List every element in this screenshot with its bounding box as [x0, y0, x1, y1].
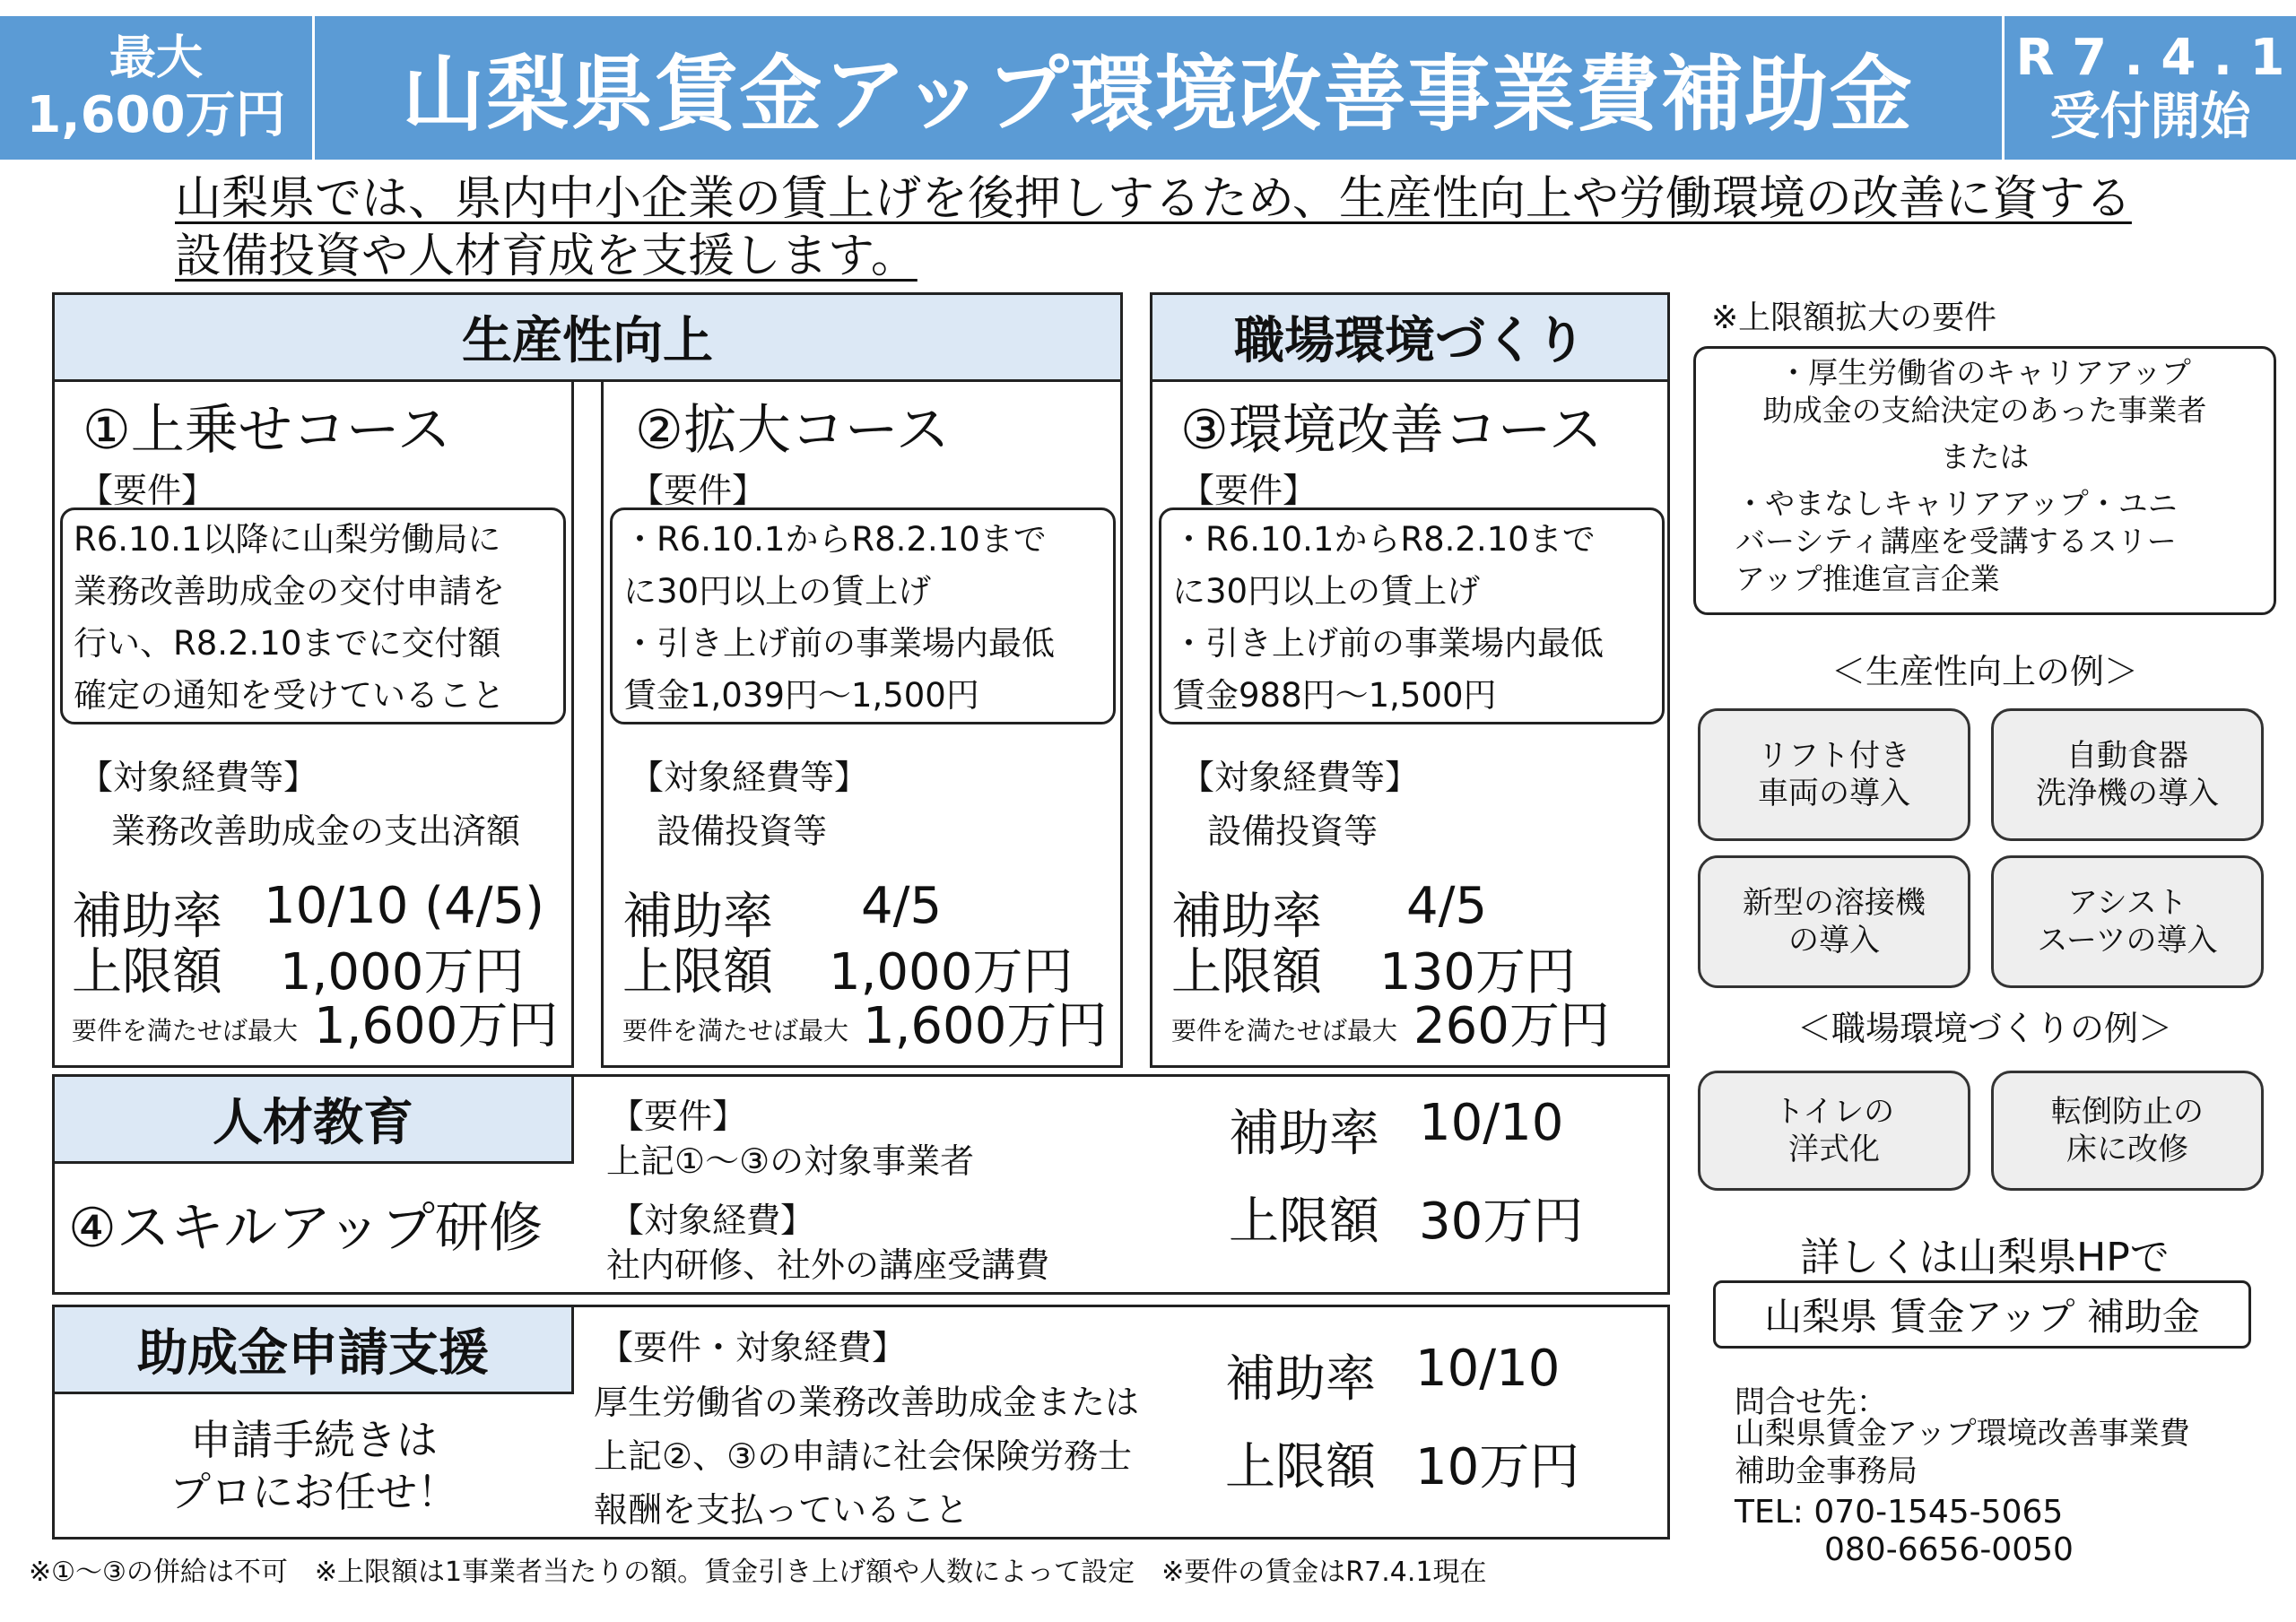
course-2-cost-text: 設備投資等: [657, 811, 828, 851]
intro-text: [175, 170, 2193, 285]
course-2-req-label: 【要件】: [630, 471, 767, 510]
course-2-limit-label: 上限額: [622, 943, 773, 1002]
course-2-rate-value: 4/5: [861, 877, 943, 935]
search-keyword-box[interactable]: 山梨県 賃金アップ 補助金: [1713, 1280, 2251, 1349]
start-date: R 7 . 4 . 1: [2015, 29, 2285, 87]
course-2-cost-label: 【対象経費等】: [630, 758, 869, 797]
cap-req-or: または: [1940, 439, 2030, 474]
course-3-req-label: 【要件】: [1180, 471, 1318, 510]
section-support-header: 助成金申請支援: [52, 1305, 574, 1394]
skill-cost-text: 社内研修、社外の講座受講費: [606, 1245, 1050, 1285]
skill-title: ④スキルアップ研修: [68, 1197, 543, 1260]
course-2-rate-label: 補助率: [622, 888, 773, 946]
intro-line-2: 設備投資や人材育成を支援します。: [175, 230, 918, 283]
contact-org: 山梨県賃金アップ環境改善事業費 補助金事務局: [1735, 1416, 2190, 1489]
skill-req-label: 【要件】: [610, 1097, 747, 1136]
cap-requirements-box: [1693, 346, 2276, 615]
contact-label: 問合せ先：: [1735, 1384, 1887, 1420]
course-1-rate-label: 補助率: [72, 888, 222, 946]
example-dishwasher: 自動食器 洗浄機の導入: [1991, 708, 2264, 841]
start-date-badge: [2005, 16, 2296, 160]
contact-tel-2: 080-6656-0050: [1824, 1531, 2074, 1568]
course-3-title: ③環境改善コース: [1180, 399, 1603, 462]
max-label: 最大: [109, 31, 203, 85]
footnote: ※①～③の併給は不可 ※上限額は1事業者当たりの額。賃金引き上げ額や人数によって設定 ※要件の賃金はR7.4.1現在: [29, 1557, 1487, 1588]
skill-cost-label: 【対象経費】: [610, 1201, 815, 1240]
workplace-examples-heading: ＜職場環境づくりの例＞: [1796, 1009, 2172, 1048]
productivity-examples-heading: ＜生産性向上の例＞: [1831, 652, 2138, 691]
course-1-title: ①上乗せコース: [83, 399, 451, 462]
contact-tel-1: TEL: 070-1545-5065: [1735, 1494, 2064, 1531]
course-1-req-box: R6.10.1以降に山梨労働局に 業務改善助成金の交付申請を 行い、R8.2.10までに交付額 確定の通知を受けていること: [60, 507, 566, 724]
skill-req-text: 上記①～③の対象事業者: [606, 1141, 975, 1181]
course-1-max-value: 1,600万円: [314, 997, 559, 1055]
skill-limit-label: 上限額: [1229, 1193, 1379, 1251]
example-lift-vehicle: リフト付き 車両の導入: [1698, 708, 1970, 841]
support-req-text: 厚生労働省の業務改善助成金または 上記②、③の申請に社会保険労務士 報酬を支払っていること: [594, 1383, 1140, 1530]
course-3-cost-label: 【対象経費等】: [1180, 758, 1420, 797]
skill-rate-label: 補助率: [1229, 1105, 1379, 1163]
max-value: 1,600万円: [26, 86, 286, 144]
course-3-req-box: ・R6.10.1からR8.2.10まで に30円以上の賃上げ ・引き上げ前の事業場内最低 賃金988円～1,500円: [1159, 507, 1665, 724]
course-1-max-prefix: 要件を満たせば最大: [72, 1016, 299, 1045]
section-workplace-header: 職場環境づくり: [1150, 292, 1670, 382]
course-3-max-prefix: 要件を満たせば最大: [1171, 1016, 1398, 1045]
course-3-max-value: 260万円: [1413, 997, 1610, 1055]
section-hr-header: 人材教育: [52, 1074, 574, 1164]
support-req-label: 【要件・対象経費】: [599, 1328, 907, 1367]
example-anti-slip-floor: 転倒防止の 床に改修: [1991, 1071, 2264, 1191]
cap-req-item-1: ・厚生労働省のキャリアアップ 助成金の支給決定のあった事業者: [1762, 355, 2207, 428]
details-text: 詳しくは山梨県HPで: [1800, 1235, 2170, 1280]
section-productivity-header: 生産性向上: [52, 292, 1123, 382]
course-3-rate-value: 4/5: [1406, 877, 1488, 935]
skill-limit-value: 30万円: [1419, 1193, 1584, 1251]
course-1-rate-value: 10/10 (4/5): [264, 877, 545, 935]
support-body: 申請手続きは プロにお任せ！: [170, 1416, 458, 1516]
course-2-limit-value: 1,000万円: [829, 943, 1074, 1002]
example-assist-suit: アシスト スーツの導入: [1991, 855, 2264, 988]
course-1-limit-value: 1,000万円: [280, 943, 525, 1002]
example-western-toilet: トイレの 洋式化: [1698, 1071, 1970, 1191]
support-limit-value: 10万円: [1415, 1438, 1580, 1496]
cap-req-item-2: ・やまなしキャリアアップ・ユニ バーシティ講座を受講するスリー アップ推進宣言企業: [1735, 486, 2178, 596]
start-label: 受付開始: [2049, 88, 2251, 146]
course-1-req-label: 【要件】: [79, 471, 216, 510]
course-3-limit-value: 130万円: [1379, 943, 1576, 1002]
course-2-max-prefix: 要件を満たせば最大: [622, 1016, 849, 1045]
course-1-limit-label: 上限額: [72, 943, 222, 1002]
intro-line-1: 山梨県では、県内中小企業の賃上げを後押しするため、生産性向上や労働環境の改善に資する: [175, 172, 2132, 226]
course-3-limit-label: 上限額: [1171, 943, 1322, 1002]
cap-requirements-heading: ※上限額拡大の要件: [1711, 299, 1997, 336]
course-2-req-box: ・R6.10.1からR8.2.10まで に30円以上の賃上げ ・引き上げ前の事業場内最低 賃金1,039円～1,500円: [610, 507, 1116, 724]
support-limit-label: 上限額: [1225, 1438, 1376, 1496]
max-amount-badge: [0, 16, 312, 160]
course-3-rate-label: 補助率: [1171, 888, 1322, 946]
page-title: 山梨県賃金アップ環境改善事業費補助金: [402, 47, 1914, 143]
course-1-cost-text: 業務改善助成金の支出済額: [111, 811, 521, 851]
support-rate-value: 10/10: [1415, 1340, 1561, 1398]
skill-rate-value: 10/10: [1419, 1094, 1564, 1152]
support-rate-label: 補助率: [1225, 1350, 1376, 1409]
course-2-max-value: 1,600万円: [863, 997, 1108, 1055]
example-welder: 新型の溶接機 の導入: [1698, 855, 1970, 988]
course-3-cost-text: 設備投資等: [1207, 811, 1378, 851]
course-2-title: ②拡大コース: [635, 399, 950, 462]
course-1-cost-label: 【対象経費等】: [79, 758, 318, 797]
